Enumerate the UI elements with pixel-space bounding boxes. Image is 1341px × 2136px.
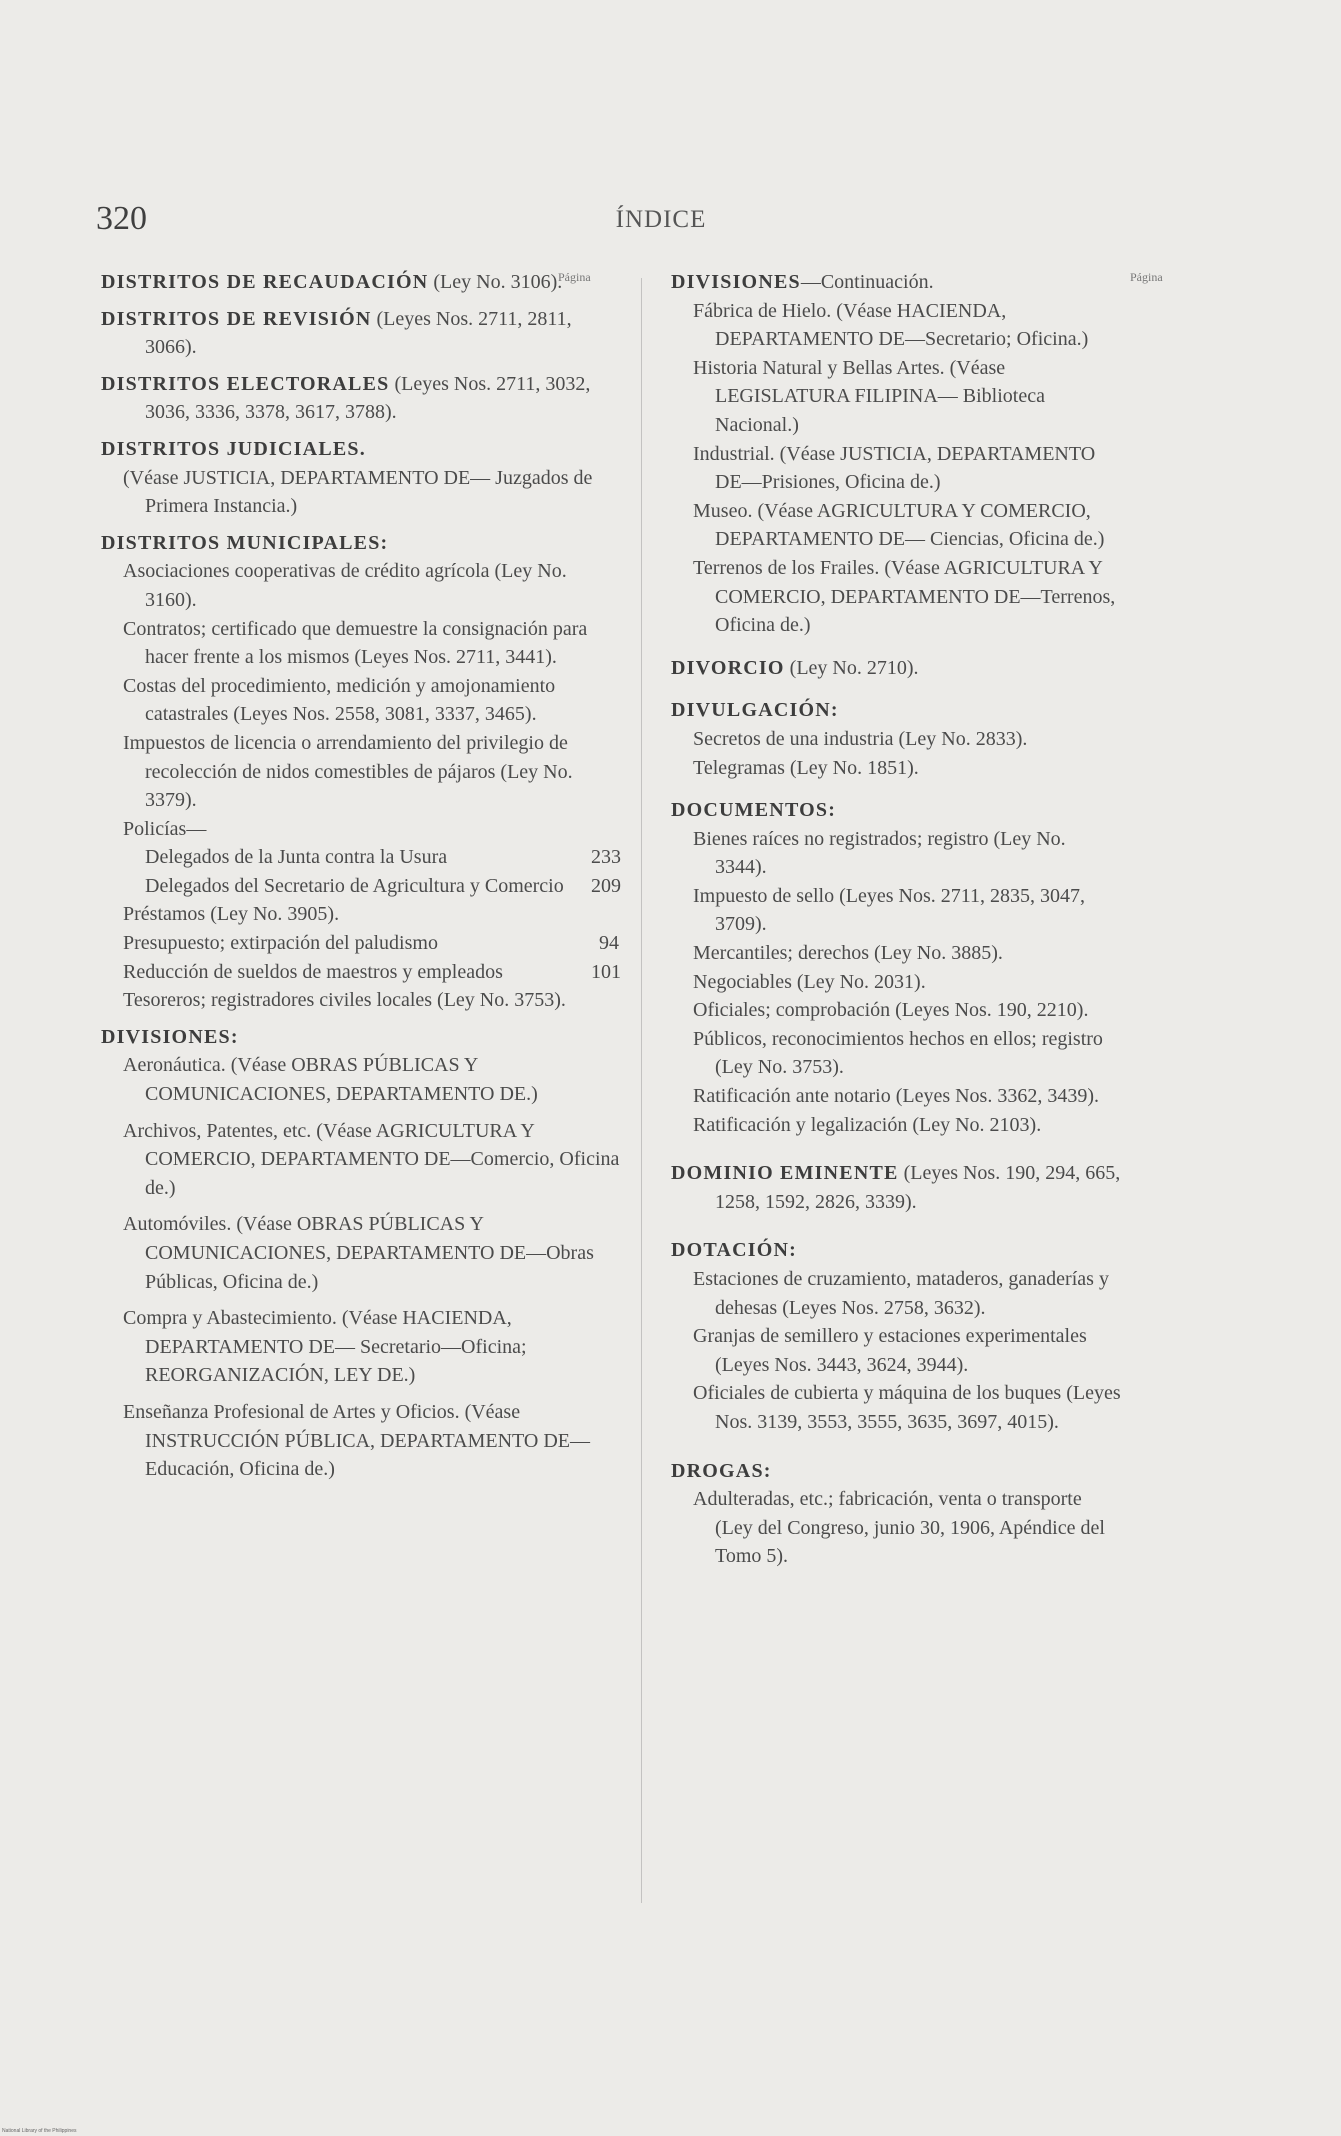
index-subentry-paged: Presupuesto; extirpación del paludismo 94 <box>123 932 619 955</box>
page-header <box>96 200 1226 240</box>
index-subentry: Ratificación y legalización (Ley No. 2103). <box>693 1113 1042 1136</box>
pagina-label-right: Página <box>1130 270 1163 284</box>
index-heading-text: —Continuación. <box>800 271 934 293</box>
index-heading-title: DISTRITOS DE RECAUDACIÓN <box>101 271 429 293</box>
index-heading-text: (Leyes Nos. 190, 294, 665, 1258, 1592, 2826, 3339). <box>715 1162 1121 1213</box>
index-subentry: Ratificación ante notario (Leyes Nos. 3362, 3439). <box>693 1085 1099 1108</box>
index-subentry: Tesoreros; registradores civiles locales (Ley No. 3753). <box>123 989 566 1012</box>
index-heading-title: DIVULGACIÓN: <box>671 699 839 722</box>
column-divider <box>641 278 642 1903</box>
pagina-label-left: Página <box>558 270 591 284</box>
index-subentry-paged <box>101 843 621 872</box>
index-heading <box>671 1236 1122 1265</box>
index-subentry: Terrenos de los Frailes. (Véase AGRICULTURA Y COMERCIO, DEPARTAMENTO DE—Terrenos, Oficina de.) <box>693 556 1116 637</box>
index-subentry: Compra y Abastecimiento. (Véase HACIENDA, DEPARTAMENTO DE— Secretario—Oficina; REORGANIZACIÓN, LEY DE.) <box>123 1307 527 1387</box>
index-heading <box>101 370 621 427</box>
running-title: ÍNDICE <box>615 206 707 233</box>
index-subentry: Mercantiles; derechos (Ley No. 3885). <box>693 942 1003 965</box>
index-subentry: Granjas de semillero y estaciones experimentales (Leyes Nos. 3443, 3624, 3944). <box>693 1325 1087 1376</box>
index-heading-title: DOMINIO EMINENTE <box>671 1162 899 1185</box>
index-heading-title: DIVISIONES: <box>101 1025 239 1048</box>
index-heading-title: DISTRITOS MUNICIPALES: <box>101 531 389 554</box>
index-heading-text: (Leyes Nos. 2711, 2811, 3066). <box>145 307 572 359</box>
index-subentry-text: Reducción de sueldos de maestros y empleados <box>123 960 503 983</box>
index-subentry: Industrial. (Véase JUSTICIA, DEPARTAMENTO DE—Prisiones, Oficina de.) <box>693 442 1096 494</box>
page-reference: 101 <box>591 960 621 983</box>
page-number: 320 <box>96 200 147 237</box>
index-subentry: Préstamos (Ley No. 3905). <box>123 903 340 926</box>
index-subentry: Asociaciones cooperativas de crédito agrícola (Ley No. 3160). <box>123 560 567 611</box>
index-heading <box>671 1159 1122 1216</box>
index-heading-title: DOTACIÓN: <box>671 1239 797 1262</box>
index-column-left <box>101 268 621 1484</box>
index-column-right <box>671 268 1122 1571</box>
index-subentry: Negociables (Ley No. 2031). <box>693 970 926 993</box>
index-heading <box>671 654 1122 683</box>
index-subentry: Impuesto de sello (Leyes Nos. 2711, 2835, 3047, 3709). <box>693 884 1085 936</box>
index-subentry: Contratos; certificado que demuestre la consignación para hacer frente a los mismos (Leyes Nos. 2711, 3441). <box>123 617 588 669</box>
index-subentry: Estaciones de cruzamiento, mataderos, ganaderías y dehesas (Leyes Nos. 2758, 3632). <box>693 1268 1109 1319</box>
index-heading-text: (Ley No. 2710). <box>784 656 919 679</box>
index-subentry-paged <box>101 958 621 987</box>
index-subentry: Costas del procedimiento, medición y amojonamiento catastrales (Leyes Nos. 2558, 3081, 3337, 3465). <box>123 674 556 726</box>
index-subentry-text: Delegados del Secretario de Agricultura y Comercio <box>145 874 564 897</box>
index-subentry: (Véase JUSTICIA, DEPARTAMENTO DE— Juzgados de Primera Instancia.) <box>123 466 593 518</box>
page-reference: 233 <box>591 846 621 869</box>
index-heading <box>101 435 621 464</box>
index-subentry: Públicos, reconocimientos hechos en ellos; registro (Ley No. 3753). <box>693 1027 1103 1079</box>
index-heading-title: DISTRITOS DE REVISIÓN <box>101 307 372 330</box>
index-heading-text: (Ley No. 3106). <box>428 271 563 293</box>
index-heading-text: (Leyes Nos. 2711, 3032, 3036, 3336, 3378, 3617, 3788). <box>145 372 591 424</box>
index-subentry: Museo. (Véase AGRICULTURA Y COMERCIO, DEPARTAMENTO DE— Ciencias, Oficina de.) <box>693 499 1105 551</box>
index-subentry: Impuestos de licencia o arrendamiento del privilegio de recolección de nidos comestibles de pájaros (Ley No. 3379). <box>123 731 573 812</box>
index-subentry-paged <box>101 872 621 901</box>
index-subentry: Fábrica de Hielo. (Véase HACIENDA, DEPARTAMENTO DE—Secretario; Oficina.) <box>693 299 1089 351</box>
index-heading-title: DISTRITOS JUDICIALES. <box>101 437 366 460</box>
scan-footer: National Library of the Philippines <box>2 2128 77 2134</box>
index-heading-title: DROGAS: <box>671 1459 772 1482</box>
page-reference: 209 <box>591 874 621 897</box>
index-subentry: Bienes raíces no registrados; registro (Ley No. 3344). <box>693 827 1066 879</box>
index-heading-title: DIVORCIO <box>671 656 785 679</box>
index-subentry: Adulteradas, etc.; fabricación, venta o transporte (Ley del Congreso, junio 30, 1906, Apéndice del Tomo 5). <box>693 1488 1105 1568</box>
index-heading <box>671 268 1122 297</box>
index-subentry-text: Delegados de la Junta contra la Usura <box>145 846 448 869</box>
index-heading <box>671 1457 1122 1486</box>
index-subentry: Secretos de una industria (Ley No. 2833). <box>693 727 1028 750</box>
index-heading <box>671 796 1122 825</box>
index-heading-title: DIVISIONES <box>671 271 801 293</box>
index-subentry: Aeronáutica. (Véase OBRAS PÚBLICAS Y COMUNICACIONES, DEPARTAMENTO DE.) <box>123 1054 538 1106</box>
index-heading <box>101 305 621 362</box>
index-heading <box>671 696 1122 725</box>
index-heading-title: DISTRITOS ELECTORALES <box>101 372 390 395</box>
index-heading <box>101 529 621 558</box>
index-subentry-text: Presupuesto; extirpación del paludismo <box>123 932 438 955</box>
index-subentry: Telegramas (Ley No. 1851). <box>693 756 919 779</box>
index-subentry: Policías— <box>123 817 207 840</box>
index-heading <box>101 268 621 297</box>
index-subentry: Enseñanza Profesional de Artes y Oficios. (Véase INSTRUCCIÓN PÚBLICA, DEPARTAMENTO DE—Educación, Oficina de.) <box>123 1400 591 1481</box>
index-subentry: Historia Natural y Bellas Artes. (Véase LEGISLATURA FILIPINA— Biblioteca Nacional.) <box>693 356 1045 436</box>
index-subentry: Automóviles. (Véase OBRAS PÚBLICAS Y COMUNICACIONES, DEPARTAMENTO DE—Obras Públicas, Oficina de.) <box>123 1213 594 1293</box>
index-heading <box>101 1023 621 1052</box>
index-subentry: Oficiales; comprobación (Leyes Nos. 190, 2210). <box>693 999 1089 1022</box>
index-subentry: Archivos, Patentes, etc. (Véase AGRICULTURA Y COMERCIO, DEPARTAMENTO DE—Comercio, Oficina de.) <box>123 1119 620 1199</box>
index-heading-title: DOCUMENTOS: <box>671 799 837 822</box>
index-subentry: Oficiales de cubierta y máquina de los buques (Leyes Nos. 3139, 3553, 3555, 3635, 3697, 4015). <box>693 1382 1121 1433</box>
